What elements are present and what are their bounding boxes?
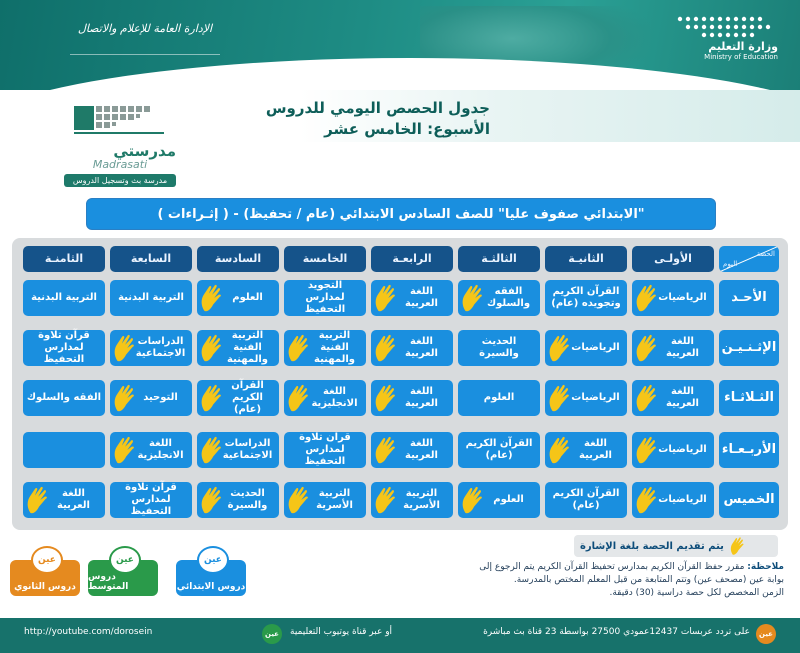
lesson-subject: الفقه والسلوك [486, 286, 531, 309]
lesson-subject: الرياضيات [658, 292, 707, 303]
media-department-seal: الإدارة العامة للإعلام والاتصال [70, 22, 220, 55]
lesson-subject: اللغة العربية [405, 286, 438, 309]
madrasati-name-ar: مدرستي [113, 142, 176, 160]
lesson-subject: الفقه والسلوك [26, 392, 102, 403]
sign-language-hand-icon [372, 282, 398, 314]
stage-button[interactable] [176, 555, 246, 596]
lesson-cell [197, 280, 279, 316]
lesson-subject: الرياضيات [571, 392, 620, 403]
note-line-2: بوابة عين (مصحف عين) وتتم المتابعة من قبل المعلم المختص بالمدرسة. [513, 575, 784, 585]
lesson-cell [458, 280, 540, 316]
lesson-subject: العلوم [232, 292, 263, 303]
legend-label: يتم تقديم الحصة بلغة الإشارة [580, 540, 724, 552]
lesson-cell [545, 482, 627, 518]
sign-language-hand-icon [111, 382, 137, 414]
lesson-cell [284, 330, 366, 366]
day-label: الخميس [719, 482, 779, 518]
madrasati-name-en: Madrasati [92, 158, 148, 171]
lesson-cell [23, 380, 105, 416]
ministry-dots-icon [668, 14, 778, 40]
lesson-cell [23, 330, 105, 366]
lesson-cell [371, 380, 453, 416]
period-header: الخامسة [284, 246, 366, 272]
sign-language-hand-icon [198, 282, 224, 314]
sign-language-hand-icon [459, 282, 485, 314]
day-label: الإثـنـيـن [719, 330, 779, 366]
lesson-cell [23, 280, 105, 316]
sign-language-hand-icon [459, 484, 485, 516]
lesson-subject: اللغة الانجليزية [137, 438, 184, 461]
period-header: الثانيـة [545, 246, 627, 272]
lesson-subject: اللغة العربية [666, 386, 699, 409]
lesson-cell [23, 482, 105, 518]
sign-language-hand-icon [372, 382, 398, 414]
stage-label: دروس الابتدائي [176, 582, 246, 592]
ein-badge: عين [31, 546, 63, 574]
sign-language-hand-icon [285, 332, 311, 364]
lesson-cell [458, 380, 540, 416]
stage-label: دروس المتوسط [88, 572, 129, 592]
note-prefix: ملاحظة: [747, 562, 784, 572]
lesson-cell [284, 380, 366, 416]
sign-language-hand-icon [111, 434, 137, 466]
lesson-subject: قرآن تلاوة لمدارس التحفيظ [125, 482, 177, 517]
lesson-subject: اللغة العربية [666, 336, 699, 359]
lesson-cell [632, 280, 714, 316]
lesson-cell [197, 380, 279, 416]
lesson-cell [371, 330, 453, 366]
satellite-info: على تردد عربسات 12437عمودي 27500 بواسطة 23 قناة بث مباشرة [483, 627, 750, 637]
lesson-subject: الرياضيات [658, 494, 707, 505]
notes [380, 561, 784, 600]
period-header: الثالثـة [458, 246, 540, 272]
ministry-logo [638, 14, 778, 61]
lesson-subject: الرياضيات [658, 444, 707, 455]
page-title: جدول الحصص اليومي للدروس [265, 99, 490, 117]
lesson-cell [632, 482, 714, 518]
lesson-cell [545, 280, 627, 316]
sign-language-hand-icon [198, 332, 224, 364]
lesson-cell [197, 330, 279, 366]
period-header: الرابعـة [371, 246, 453, 272]
sign-language-hand-icon [633, 434, 659, 466]
ein-logo-right: عين [756, 624, 776, 644]
youtube-link[interactable]: http://youtube.com/dorosein [24, 627, 153, 637]
lesson-cell [632, 330, 714, 366]
period-header: الأولـى [632, 246, 714, 272]
corner-day-label: اليوم [723, 260, 738, 268]
lesson-subject: اللغة العربية [579, 438, 612, 461]
lesson-cell [371, 432, 453, 468]
corner-period-label: الحصة [756, 250, 775, 258]
lesson-cell [371, 482, 453, 518]
youtube-info: أو عبر قناة يوتيوب التعليمية [290, 627, 393, 637]
stage-label: دروس الثانوي [14, 582, 76, 592]
ein-badge: عين [109, 546, 141, 574]
lesson-subject: التربية الفنية والمهنية [227, 330, 268, 365]
lesson-subject: الدراسات الاجتماعية [135, 336, 186, 359]
lesson-subject: التربية الأسرية [403, 488, 440, 511]
sign-language-hand-icon [198, 434, 224, 466]
lesson-cell [458, 330, 540, 366]
sign-language-hand-icon [546, 382, 572, 414]
ein-logo-left: عين [262, 624, 282, 644]
lesson-subject: القرآن الكريم وتجويده (عام) [551, 286, 621, 309]
madrasati-logo [64, 100, 176, 184]
lesson-cell [371, 280, 453, 316]
lesson-cell [284, 280, 366, 316]
lesson-cell [110, 280, 192, 316]
sign-language-hand-icon [285, 484, 311, 516]
lesson-subject: التربية الفنية والمهنية [314, 330, 355, 365]
lesson-subject: الحديث والسيرة [227, 488, 268, 511]
period-header: السابعة [110, 246, 192, 272]
sign-language-hand-icon [372, 434, 398, 466]
lesson-subject: التجويد لمدارس التحفيظ [304, 280, 346, 315]
lesson-cell [23, 432, 105, 468]
class-heading: "الابتدائي صفوف عليا" للصف السادس الابتدائي (عام / تحفيظ) - ( إثـراءات ) [86, 198, 716, 230]
sign-language-hand-icon [633, 484, 659, 516]
lesson-cell [110, 380, 192, 416]
sign-language-hand-icon [546, 332, 572, 364]
lesson-subject: الدراسات الاجتماعية [222, 438, 273, 461]
lesson-subject: اللغة الانجليزية [311, 386, 358, 409]
day-label: الأربـعـاء [719, 432, 779, 468]
sign-language-hand-icon [198, 382, 224, 414]
period-header: السادسة [197, 246, 279, 272]
sign-language-hand-icon [633, 332, 659, 364]
lesson-cell [197, 482, 279, 518]
stage-button[interactable] [10, 555, 80, 596]
lesson-cell [110, 482, 192, 518]
lesson-subject: اللغة العربية [57, 488, 90, 511]
sign-language-hand-icon [372, 332, 398, 364]
sign-language-hand-icon [633, 382, 659, 414]
lesson-subject: القرآن الكريم (عام) [231, 380, 264, 415]
lesson-cell [458, 432, 540, 468]
lesson-subject: التربية الأسرية [316, 488, 353, 511]
lesson-cell [284, 482, 366, 518]
week-label: الأسبوع: الخامس عشر [324, 120, 490, 138]
lesson-cell [545, 330, 627, 366]
lesson-cell [632, 432, 714, 468]
lesson-cell [110, 432, 192, 468]
sign-language-legend [574, 535, 778, 557]
lesson-subject: قرآن تلاوة لمدارس التحفيظ [38, 330, 90, 365]
period-header: الثامنـة [23, 246, 105, 272]
table-corner-cell [719, 246, 779, 272]
sign-language-hand-icon [633, 282, 659, 314]
lesson-subject: التربية البدنية [118, 292, 184, 303]
madrasati-pixel-icon [70, 100, 170, 144]
lesson-subject: العلوم [483, 392, 515, 403]
note-line-1: مقرر حفظ القرآن الكريم بمدارس تحفيظ القرآن الكريم يتم الرجوع إلى [479, 562, 745, 572]
lesson-subject: القرآن الكريم (عام) [552, 488, 620, 511]
day-label: الأحـد [719, 280, 779, 316]
sign-language-hand-icon [728, 536, 746, 556]
lesson-subject: اللغة العربية [405, 386, 438, 409]
lesson-subject: القرآن الكريم (عام) [465, 438, 533, 461]
madrasati-tagline: مدرسة بث وتسجيل الدروس [64, 174, 176, 187]
sign-language-hand-icon [285, 382, 311, 414]
day-label: الثـلاثـاء [719, 380, 779, 416]
lesson-subject: اللغة العربية [405, 336, 438, 359]
lesson-subject: التوحيد [143, 392, 178, 403]
lesson-cell [545, 432, 627, 468]
note-line-3: الزمن المخصص لكل حصة دراسية (30) دقيقة. [609, 588, 784, 598]
lesson-subject: قران تلاوة لمدارس التحفيظ [299, 432, 351, 467]
lesson-cell [545, 380, 627, 416]
lesson-cell [632, 380, 714, 416]
lesson-cell [197, 432, 279, 468]
stage-button[interactable] [88, 555, 158, 596]
lesson-cell [110, 330, 192, 366]
sign-language-hand-icon [24, 484, 50, 516]
lesson-subject: العلوم [493, 494, 524, 505]
lesson-subject: اللغة العربية [405, 438, 438, 461]
sign-language-hand-icon [111, 332, 137, 364]
sign-language-hand-icon [198, 484, 224, 516]
lesson-subject: الحديث والسيرة [479, 336, 519, 359]
ministry-name-ar: وزارة التعليم [708, 40, 778, 53]
ein-badge: عين [197, 546, 229, 574]
lesson-subject: التربية البدنية [31, 292, 97, 303]
sign-language-hand-icon [372, 484, 398, 516]
ministry-name-en: Ministry of Education [704, 53, 778, 61]
lesson-cell [284, 432, 366, 468]
sign-language-hand-icon [546, 434, 572, 466]
lesson-cell [458, 482, 540, 518]
lesson-subject: الرياضيات [571, 342, 620, 353]
